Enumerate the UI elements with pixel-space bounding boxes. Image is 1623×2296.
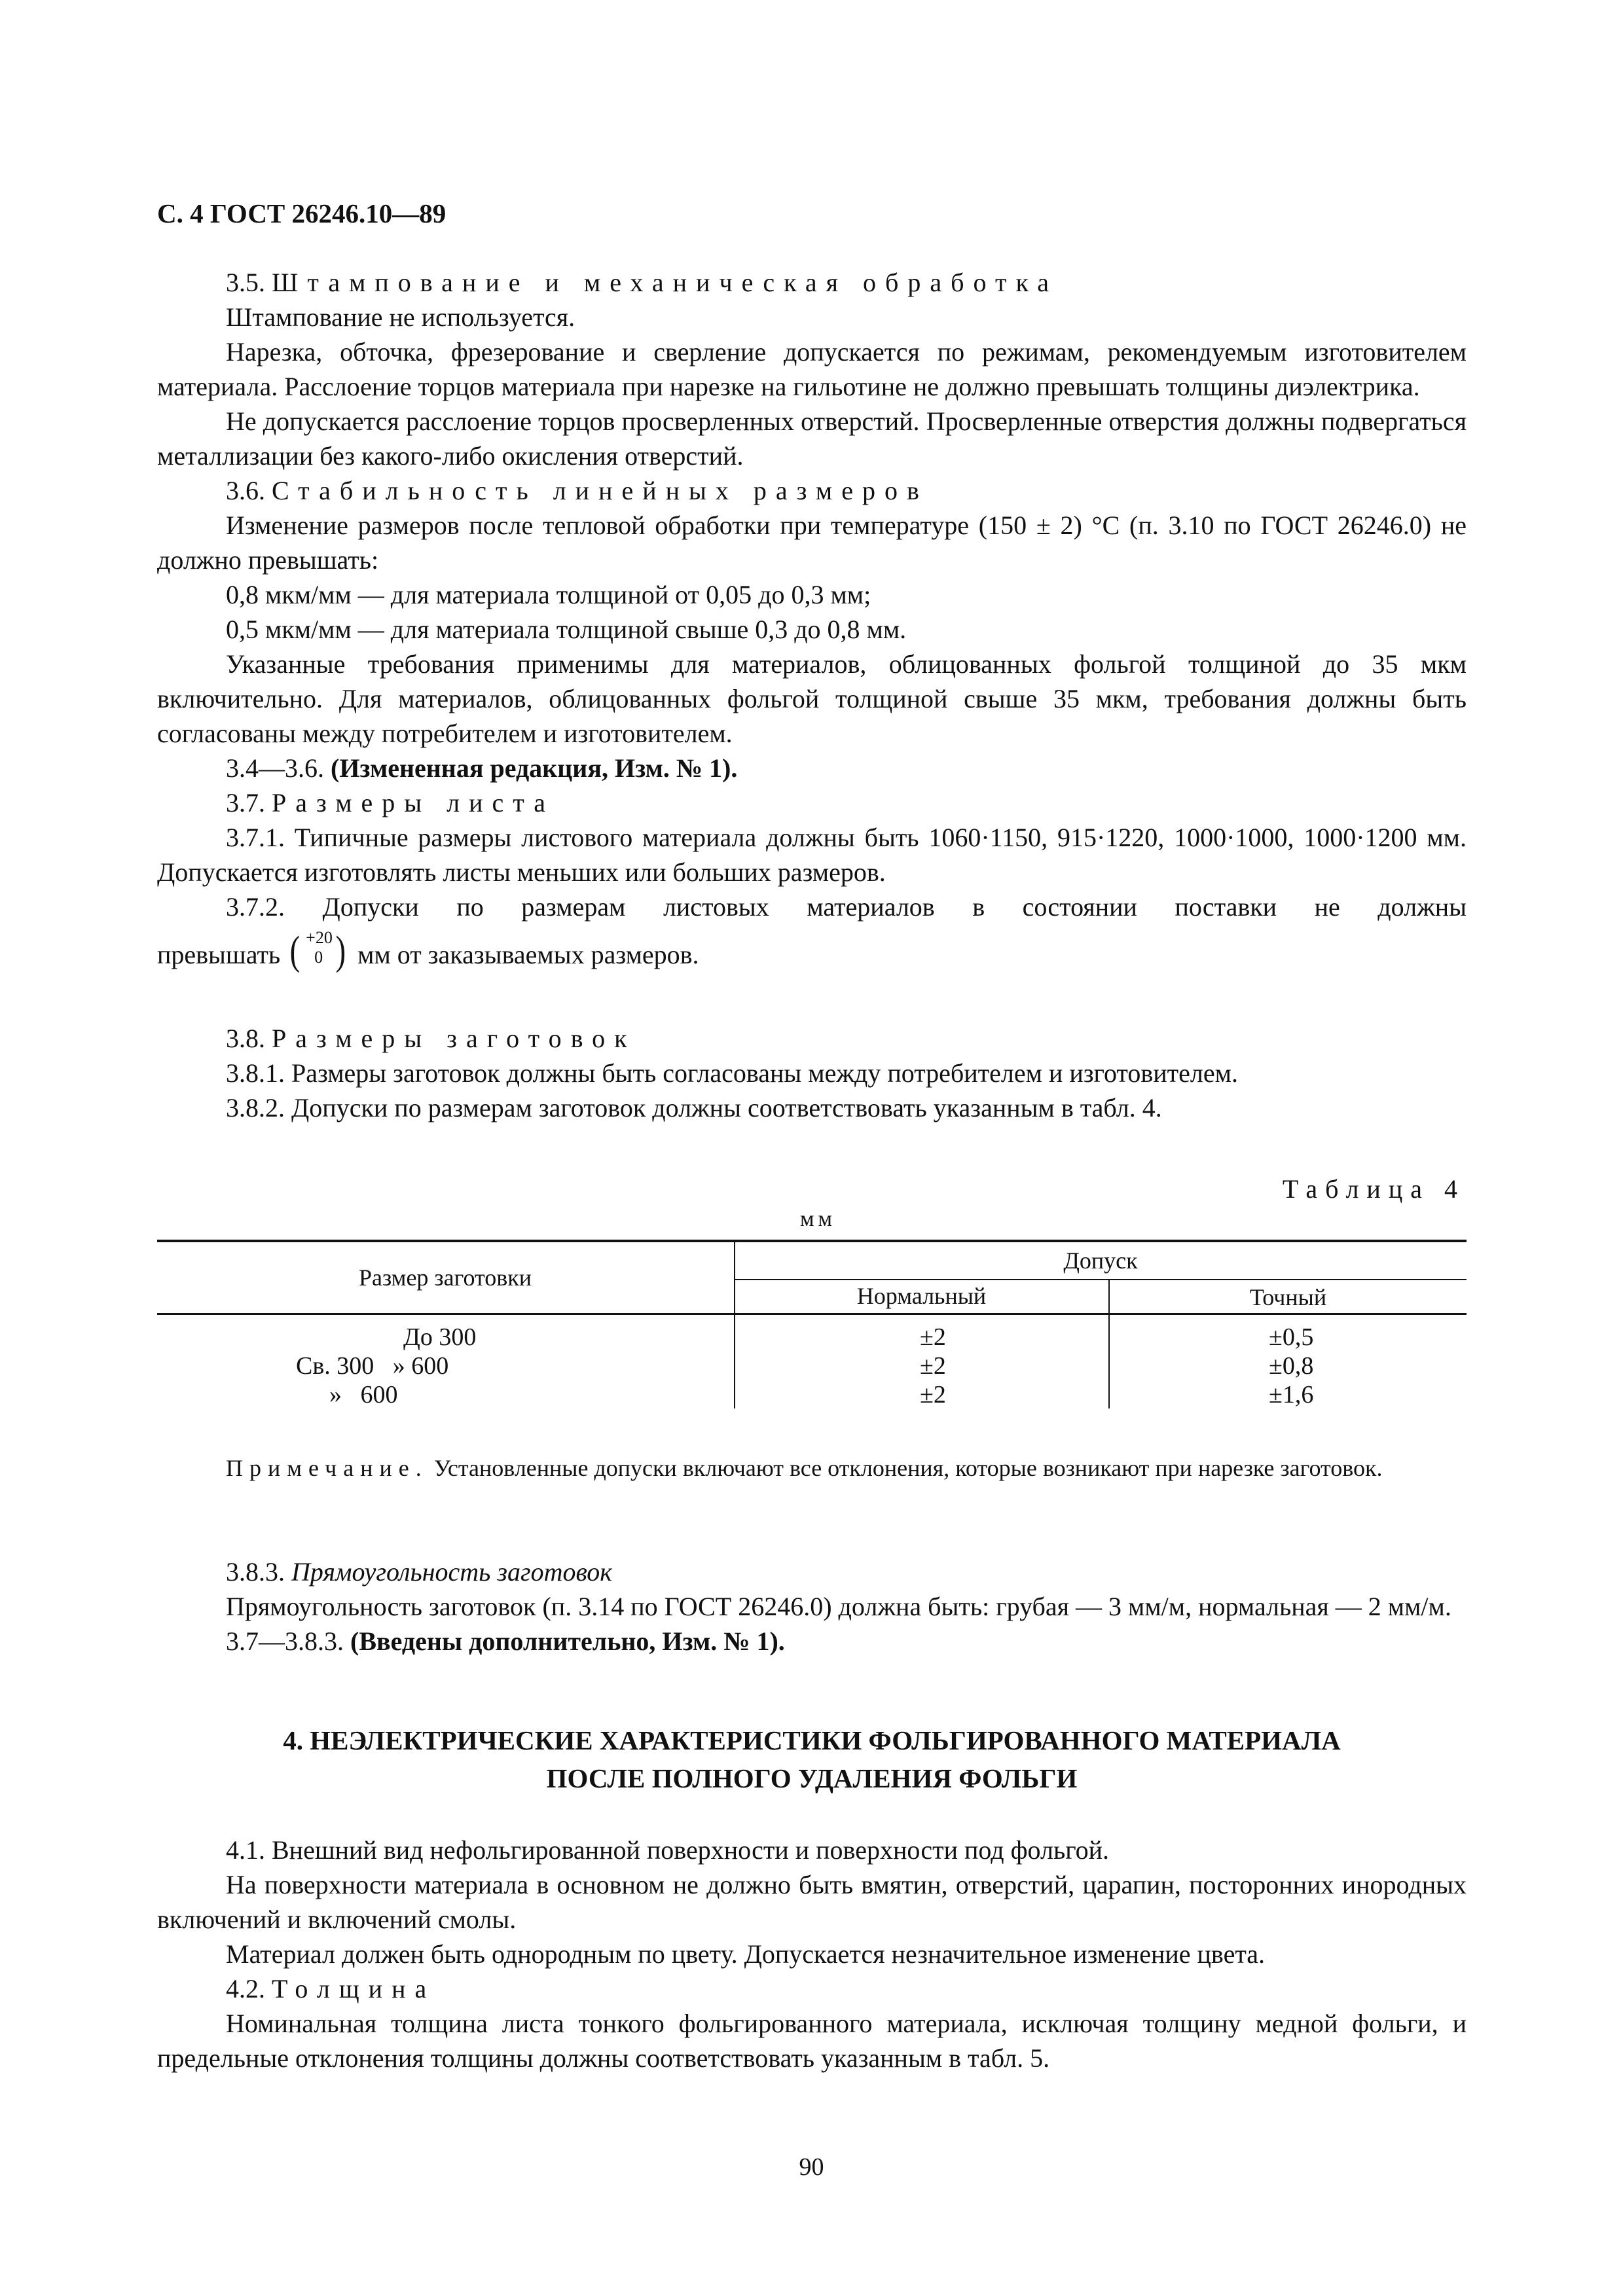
paragraph: 3.7.1. Типичные размеры листового материала должны быть 1060·1150, 915·1220, 1000·1000, 1000·1200 мм. Допускается изготовлять листы меньших или больших размеров.: [157, 823, 1467, 887]
paragraph: 3.8.1. Размеры заготовок должны быть согласованы между потребителем и изготовителем.: [226, 1058, 1238, 1088]
section-number: 4.2.: [226, 1974, 265, 2003]
amendment-text: (Измененная редакция, Изм. № 1).: [331, 753, 738, 783]
section-number: 3.8.: [226, 1024, 265, 1053]
section-title: Стабильность линейных размеров: [272, 476, 928, 505]
amendment-prefix: 3.7—3.8.3.: [226, 1626, 344, 1656]
table-unit: мм: [800, 1207, 837, 1231]
tolerance-lower: 0: [314, 948, 323, 967]
paragraph: Изменение размеров после тепловой обработки при температуре (150 ± 2) °С (п. 3.10 по ГОСТ 26246.0) не должно превышать:: [157, 511, 1467, 575]
tolerance-suffix: мм от заказываемых размеров.: [357, 940, 699, 969]
paragraph: Не допускается расслоение торцов просверленных отверстий. Просверленные отверстия должны подвергаться металлизации без какого-либо окисления отверстий.: [157, 406, 1467, 471]
amendment-prefix: 3.4—3.6.: [226, 753, 324, 783]
paragraph: 3.8.2. Допуски по размерам заготовок должны соответствовать указанным в табл. 4.: [226, 1093, 1162, 1122]
tolerance-upper: +20: [306, 928, 333, 947]
section-number: 3.8.3.: [226, 1557, 285, 1587]
paragraph: Материал должен быть однородным по цвету. Допускается незначительное изменение цвета.: [226, 1939, 1266, 1969]
section-title: Штампование и механическая обработка: [272, 268, 1059, 297]
amendment-note: [157, 1624, 1467, 1659]
section-number: 3.5.: [226, 268, 265, 297]
section-4-2-title: [157, 1971, 1467, 2006]
amendment-note: [157, 751, 1467, 785]
table-header-exact: Точный: [1249, 1284, 1327, 1310]
paragraph: Прямоугольность заготовок (п. 3.14 по ГОСТ 26246.0) должна быть: грубая — 3 мм/м, нормальная — 2 мм/м.: [226, 1592, 1451, 1621]
section-3-6-title: [157, 473, 1467, 508]
table-note: [157, 1452, 1467, 1484]
section-3-8-block: [157, 1021, 1467, 1125]
section-number: 3.7.: [226, 788, 265, 817]
table-row-1-size: До 300: [403, 1323, 477, 1351]
table-row-2-exact: ±0,8: [1269, 1352, 1314, 1380]
section-4-heading: [157, 1721, 1467, 1797]
amendment-text: (Введены дополнительно, Изм. № 1).: [350, 1626, 785, 1656]
paragraph: 3.7.2. Допуски по размерам листовых материалов в состоянии поставки не должны: [226, 892, 1467, 922]
table-row-3-exact: ±1,6: [1269, 1381, 1314, 1408]
table-subheader-rule: [735, 1279, 1467, 1280]
section-title: Толщина: [272, 1974, 436, 2003]
section-3-5-title: [157, 265, 1467, 300]
section-3-7-title: [157, 785, 1467, 820]
section-3-8-3-title: [157, 1554, 1467, 1589]
paragraph: На поверхности материала в основном не должно быть вмятин, отверстий, царапин, посторонних инородных включений и включений смолы.: [157, 1870, 1467, 1934]
tolerance-fraction: ( +20 0 ): [289, 928, 346, 973]
note-label: Примечание.: [226, 1455, 428, 1481]
section-title: Размеры листа: [272, 788, 555, 817]
table-caption: Таблица 4: [1282, 1174, 1465, 1204]
paragraph: Штампование не используется.: [226, 302, 575, 332]
table-row-1-normal: ±2: [920, 1323, 946, 1351]
section-3-8-3-block: [157, 1554, 1467, 1659]
tolerance-prefix: превышать: [157, 940, 281, 969]
table-row-2-size: Св. 300 » 600: [296, 1352, 449, 1380]
paragraph: Нарезка, обточка, фрезерование и сверление допускается по режимам, рекомендуемым изготовителем материала. Расслоение торцов материала при нарезке на гильотине не должно превышать толщины диэлектрика.: [157, 337, 1467, 401]
paragraph: 0,8 мкм/мм — для материала толщиной от 0,05 до 0,3 мм;: [226, 580, 871, 609]
table-row-3-normal: ±2: [920, 1381, 946, 1408]
paragraph: 4.1. Внешний вид нефольгированной поверхности и поверхности под фольгой.: [226, 1835, 1110, 1865]
table-header-rule: [157, 1313, 1467, 1315]
table-header-size: Размер заготовки: [358, 1265, 532, 1291]
table-header-tolerance: Допуск: [1063, 1247, 1138, 1274]
page-number: 90: [799, 2153, 824, 2181]
table-top-rule: [157, 1240, 1467, 1242]
heading-line-1: 4. НЕЭЛЕКТРИЧЕСКИЕ ХАРАКТЕРИСТИКИ ФОЛЬГИРОВАННОГО МАТЕРИАЛА: [283, 1725, 1341, 1755]
paragraph: 0,5 мкм/мм — для материала толщиной свыше 0,3 до 0,8 мм.: [226, 615, 907, 644]
section-4-block: [157, 1833, 1467, 2075]
section-3-5-block: [157, 265, 1467, 975]
table-row-1-exact: ±0,5: [1269, 1323, 1314, 1351]
section-title: Размеры заготовок: [272, 1024, 636, 1053]
section-3-8-title: [157, 1021, 1467, 1056]
page-header: С. 4 ГОСТ 26246.10—89: [157, 198, 447, 228]
paragraph-tolerance: [157, 928, 1467, 975]
heading-line-2: ПОСЛЕ ПОЛНОГО УДАЛЕНИЯ ФОЛЬГИ: [546, 1763, 1078, 1793]
section-title: Прямоугольность заготовок: [291, 1557, 613, 1587]
paragraph: Номинальная толщина листа тонкого фольгированного материала, исключая толщину медной фольги, и предельные отклонения толщины должны соответствовать указанным в табл. 5.: [157, 2009, 1467, 2073]
table-row-2-normal: ±2: [920, 1352, 946, 1380]
table-row-3-size: » 600: [329, 1381, 398, 1408]
table-header-normal: Нормальный: [856, 1283, 987, 1309]
paragraph: Указанные требования применимы для материалов, облицованных фольгой толщиной до 35 мкм включительно. Для материалов, облицованных фольгой толщиной свыше 35 мкм, требования должны быть согласованы между потребителем и изготовителем.: [157, 649, 1467, 748]
note-text: Установленные допуски включают все отклонения, которые возникают при нарезке заготовок.: [433, 1455, 1383, 1481]
section-number: 3.6.: [226, 476, 265, 505]
